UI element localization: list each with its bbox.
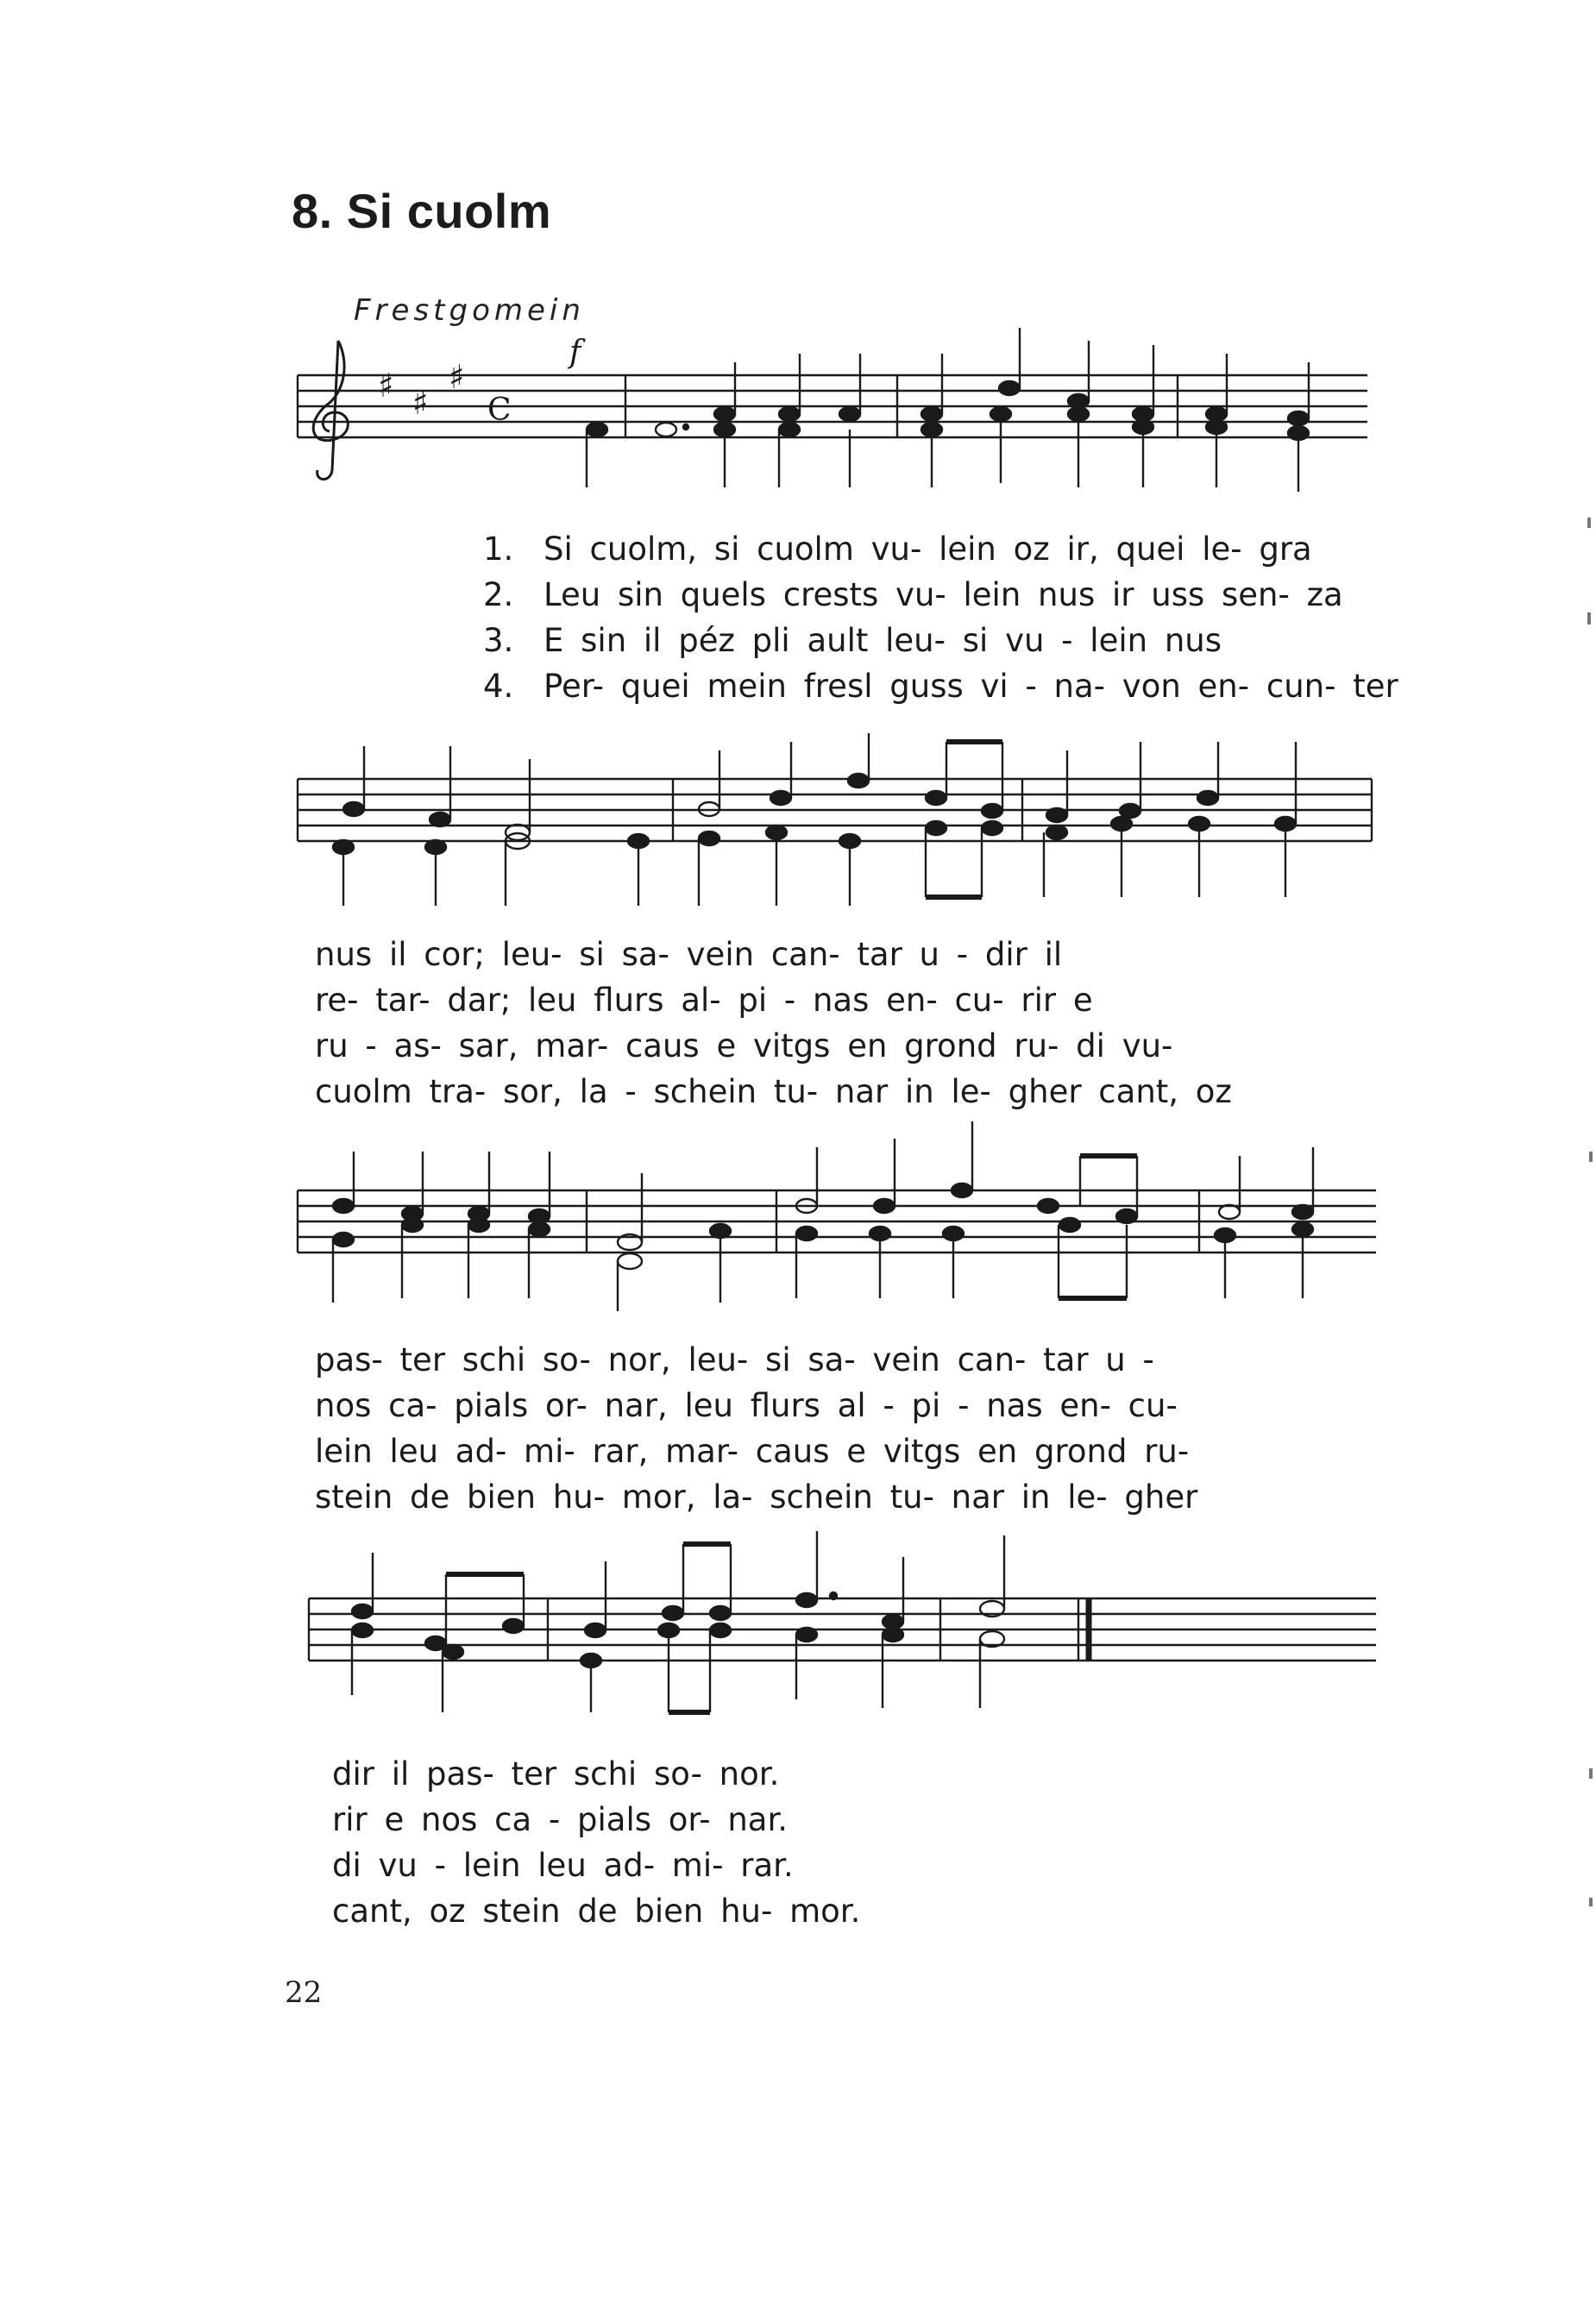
scan-edge-mark: [1589, 1152, 1593, 1162]
verse-number: 3.: [483, 622, 514, 659]
verse-line: [332, 1847, 860, 1893]
time-signature: C: [487, 392, 512, 428]
verse-line: [315, 936, 1232, 982]
lyric-text: nus il cor; leu- si sa- vein can- tar u - dir il: [315, 936, 1063, 973]
verse-line: [315, 1433, 1197, 1479]
lyric-text: di vu - lein leu ad- mi- rar.: [332, 1847, 794, 1884]
lyric-text: ru - as- sar, mar- caus e vitgs en grond ru- di vu-: [315, 1027, 1173, 1064]
lyric-text: re- tar- dar; leu flurs al- pi - nas en- cu- rir e: [315, 982, 1093, 1019]
lyric-text: Per- quei mein fresl guss vi - na- von en- cun- ter: [544, 668, 1398, 705]
notes-system-3: [333, 1121, 1313, 1311]
page-number: 22: [285, 1975, 323, 2010]
scan-edge-mark: [1587, 518, 1591, 528]
staff-system-2: [298, 779, 1372, 841]
verse-line: [315, 1073, 1232, 1119]
notes-system-4: [352, 1531, 1004, 1712]
lyric-text: E sin il péz pli ault leu- si vu - lein nus: [544, 622, 1222, 659]
verse-number: 4.: [483, 668, 514, 705]
verse-line: [315, 1479, 1197, 1524]
tempo-marking: Frestgomein: [354, 293, 585, 328]
svg-text:♯: ♯: [378, 367, 394, 405]
treble-clef-icon: [313, 341, 348, 480]
lyric-text: cant, oz stein de bien hu- mor.: [332, 1893, 861, 1930]
staff-system-4: [309, 1598, 1376, 1661]
verse-line: [483, 576, 1398, 622]
verse-line: [483, 531, 1398, 576]
lyric-text: stein de bien hu- mor, la- schein tu- nar in le- gher: [315, 1479, 1198, 1516]
svg-text:♯: ♯: [449, 358, 465, 396]
lyric-text: nos ca- pials or- nar, leu flurs al - pi - nas en- cu-: [315, 1387, 1178, 1424]
lyric-text: rir e nos ca - pials or- nar.: [332, 1801, 789, 1838]
verse-line: [332, 1893, 860, 1938]
verses-system-2: [315, 936, 1232, 1119]
notes-system-2: [333, 733, 1296, 906]
scan-edge-mark: [1589, 1768, 1593, 1779]
notes-system-1: [587, 328, 1309, 492]
verse-line: [315, 982, 1232, 1027]
verse-line: [332, 1755, 860, 1801]
key-signature-icon: [378, 358, 464, 422]
verse-line: [483, 622, 1398, 668]
verse-number: 1.: [483, 531, 514, 568]
lyric-text: lein leu ad- mi- rar, mar- caus e vitgs en grond ru-: [315, 1433, 1190, 1470]
verse-line: [315, 1027, 1232, 1073]
lyric-text: Si cuolm, si cuolm vu- lein oz ir, quei le- gra: [544, 531, 1312, 568]
verses-system-3: [315, 1341, 1197, 1524]
verses-system-4: [332, 1755, 860, 1938]
verse-line: [315, 1387, 1197, 1433]
verse-line: [315, 1341, 1197, 1387]
svg-text:♯: ♯: [412, 384, 429, 422]
scan-edge-mark: [1589, 1898, 1593, 1906]
verse-number: 2.: [483, 576, 514, 613]
dynamic-marking: f: [569, 335, 581, 370]
lyric-text: cuolm tra- sor, la - schein tu- nar in le- gher cant, oz: [315, 1073, 1232, 1110]
lyric-text: dir il pas- ter schi so- nor.: [332, 1755, 780, 1793]
verse-line: [332, 1801, 860, 1847]
lyric-text: Leu sin quels crests vu- lein nus ir uss sen- za: [544, 576, 1343, 613]
scan-edge-mark: [1587, 612, 1591, 625]
song-title: 8. Si cuolm: [292, 184, 552, 238]
verse-line: [483, 668, 1398, 713]
lyric-text: pas- ter schi so- nor, leu- si sa- vein can- tar u -: [315, 1341, 1154, 1378]
verses-system-1: [483, 531, 1398, 713]
staff-system-3: [298, 1190, 1376, 1253]
